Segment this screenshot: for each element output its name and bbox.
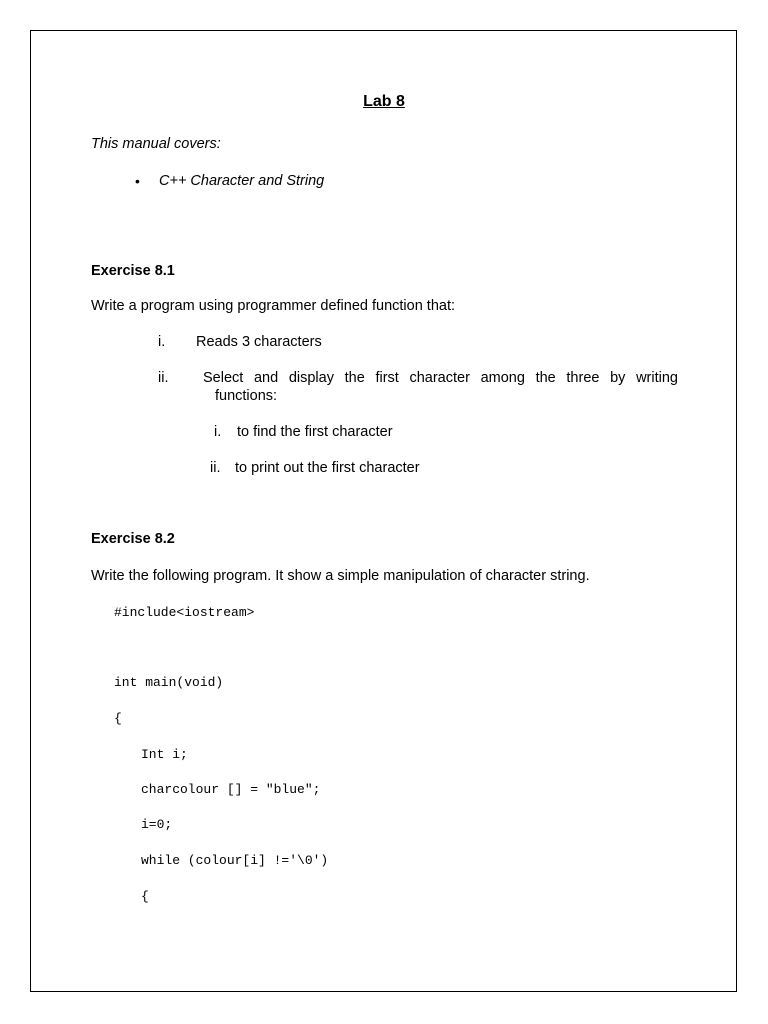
doc-title: Lab 8: [363, 93, 405, 110]
sublist-item: to find the first character: [237, 424, 393, 440]
list-marker: ii.: [158, 370, 169, 386]
code-line: charcolour [] = "blue";: [141, 782, 321, 797]
list-item-continuation: functions:: [215, 388, 278, 404]
list-item: Reads 3 characters: [196, 334, 322, 350]
list-marker: i.: [158, 334, 166, 350]
code-line: int main(void): [114, 675, 224, 690]
sublist-marker: i.: [214, 424, 222, 440]
code-line: Int i;: [141, 747, 188, 762]
code-line: {: [114, 711, 122, 726]
list-item: Select and display the first character among the three by writing: [203, 370, 678, 386]
exercise-8-1-description: Write a program using programmer defined function that:: [91, 298, 456, 314]
exercise-8-2-description: Write the following program. It show a simple manipulation of character string.: [91, 568, 590, 584]
sublist-marker: ii.: [210, 460, 221, 476]
bullet-dot-icon: •: [135, 173, 140, 189]
sublist-item: to print out the first character: [235, 460, 420, 476]
exercise-8-2-heading: Exercise 8.2: [91, 531, 175, 547]
exercise-8-1-heading: Exercise 8.1: [91, 263, 175, 279]
bullet-item: C++ Character and String: [159, 173, 325, 189]
intro-text: This manual covers:: [91, 136, 221, 152]
code-line: #include<iostream>: [114, 605, 255, 620]
code-line: while (colour[i] !='\0'): [141, 853, 329, 868]
code-line: i=0;: [141, 817, 173, 832]
code-line: {: [141, 889, 149, 904]
